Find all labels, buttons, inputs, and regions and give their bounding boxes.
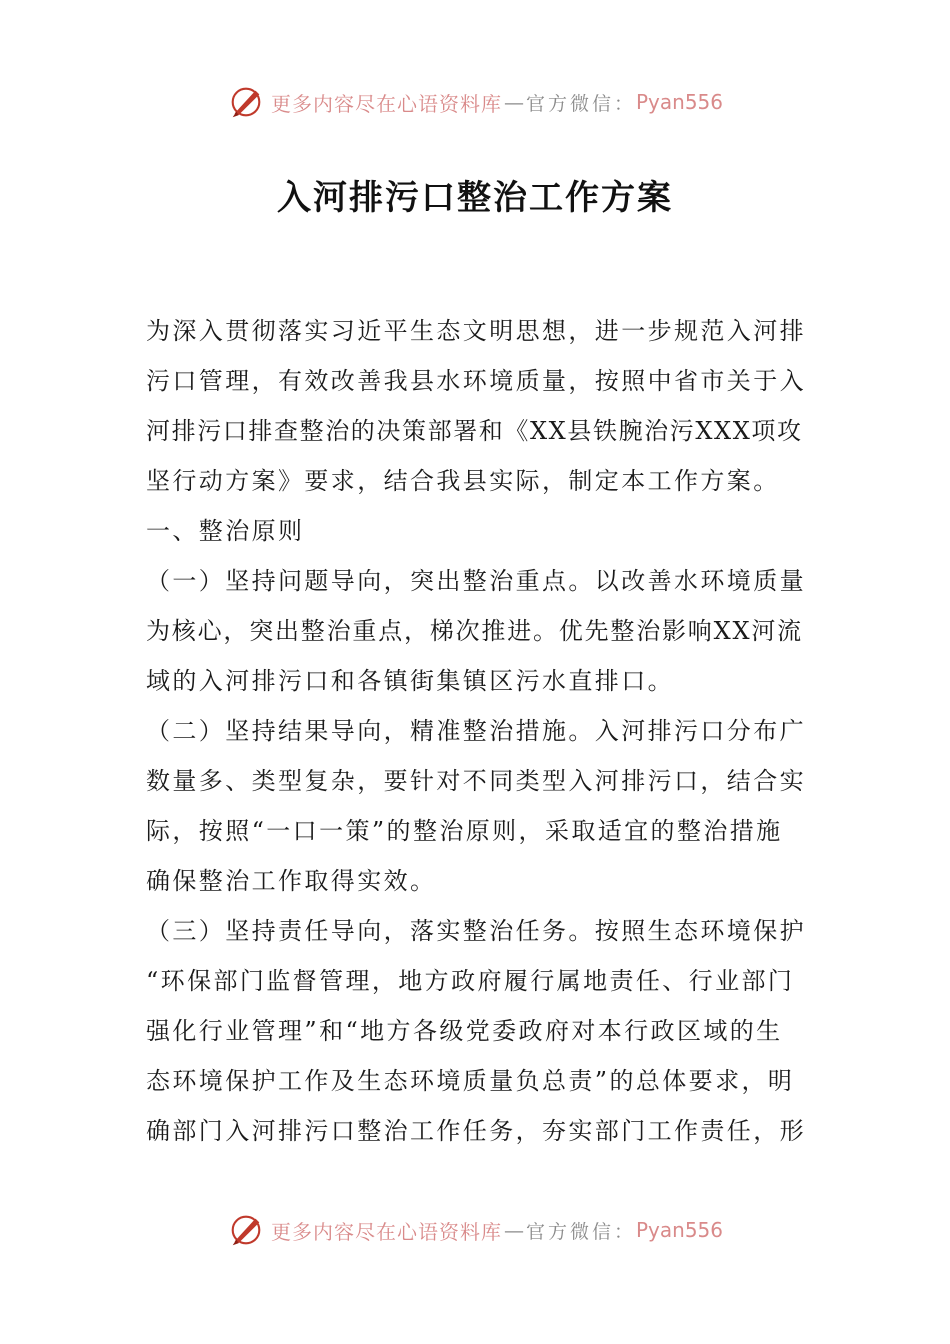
banner-separator: — (503, 90, 524, 114)
banner-label: 官方微信： (525, 1220, 636, 1243)
banner-separator: — (503, 1218, 524, 1242)
text-line: 河排污口排查整治的决策部署和《XX县铁腕治污XXX项攻 (146, 417, 803, 445)
banner-label: 官方微信： (525, 92, 636, 115)
banner-text: 更多内容尽在心语资料库 (270, 91, 502, 116)
header-banner (0, 82, 950, 122)
text-line: 坚行动方案》要求，结合我县实际，制定本工作方案。 (146, 467, 780, 495)
banner-wechat-id: Pyan556 (636, 90, 724, 114)
text-line: 际，按照“一口一策”的整治原则，采取适宜的整治措施 (146, 817, 783, 845)
text-line: （三）坚持责任导向，落实整治任务。按照生态环境保护 (146, 917, 806, 945)
pen-logo-icon (227, 1211, 265, 1249)
text-line: （二）坚持结果导向，精准整治措施。入河排污口分布广 (146, 717, 806, 745)
document-body (146, 306, 806, 1156)
banner-wechat-id: Pyan556 (636, 1218, 724, 1242)
banner-text: 更多内容尽在心语资料库 (270, 1219, 502, 1244)
text-line: 为深入贯彻落实习近平生态文明思想，进一步规范入河排 (146, 317, 806, 345)
text-line: 污口管理，有效改善我县水环境质量，按照中省市关于入 (146, 367, 806, 395)
text-line: “环保部门监督管理，地方政府履行属地责任、行业部门 (146, 967, 795, 995)
text-line: 确部门入河排污口整治工作任务，夯实部门工作责任，形 (146, 1117, 806, 1145)
document-title: 入河排污口整治工作方案 (277, 178, 673, 218)
text-line: 态环境保护工作及生态环境质量负总责”的总体要求，明 (146, 1067, 795, 1095)
text-line: 强化行业管理”和“地方各级党委政府对本行政区域的生 (146, 1017, 783, 1045)
footer-banner (0, 1210, 950, 1250)
text-line: 为核心，突出整治重点，梯次推进。优先整治影响XX河流 (146, 617, 803, 645)
text-line: 域的入河排污口和各镇街集镇区污水直排口。 (146, 667, 674, 695)
text-line: （一）坚持问题导向，突出整治重点。以改善水环境质量 (146, 567, 806, 595)
text-line: 确保整治工作取得实效。 (146, 867, 437, 895)
pen-logo-icon (227, 83, 265, 121)
section-heading: 一、整治原则 (146, 517, 305, 545)
text-line: 数量多、类型复杂，要针对不同类型入河排污口，结合实 (146, 767, 806, 795)
